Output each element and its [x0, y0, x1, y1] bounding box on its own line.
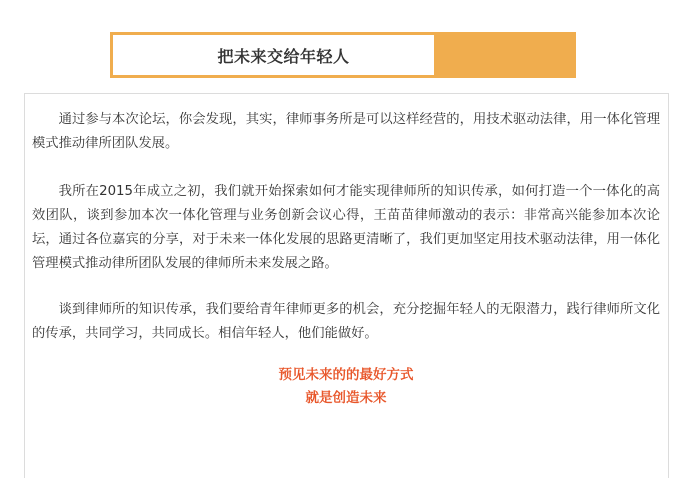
paragraph-2: 我所在2015年成立之初，我们就开始探索如何才能实现律师所的知识传承，如何打造一个一体化的高效团队，谈到参加本次一体化管理与业务创新会议心得，王苗苗律师激动的表示：非常高兴能参加本次论坛，通过各位嘉宾的分享，对于未来一体化发展的思路更清晰了，我们更加坚定用技术驱动法律，用一体化管理模式推动律所团队发展的律师所未来发展之路。: [32, 184, 660, 271]
article-content: [24, 93, 669, 478]
closing-line-2: 就是创造未来: [305, 390, 387, 406]
paragraph-1: 通过参与本次论坛，你会发现，其实，律师事务所是可以这样经营的，用技术驱动法律，用一体化管理模式推动律所团队发展。: [32, 112, 660, 151]
closing-slogan: [32, 364, 660, 410]
title-box: [113, 35, 434, 75]
paragraph-3: 谈到律师所的知识传承，我们要给青年律师更多的机会，充分挖掘年轻人的无限潜力，践行律师所文化的传承，共同学习，共同成长。相信年轻人，他们能做好。: [32, 302, 660, 341]
title-banner: [110, 32, 576, 78]
closing-line-1: 预见未来的的最好方式: [278, 367, 414, 383]
paragraph-spacer: [32, 156, 660, 180]
paragraph-spacer: [32, 276, 660, 298]
article-title: 把未来交给年轻人: [217, 46, 350, 66]
